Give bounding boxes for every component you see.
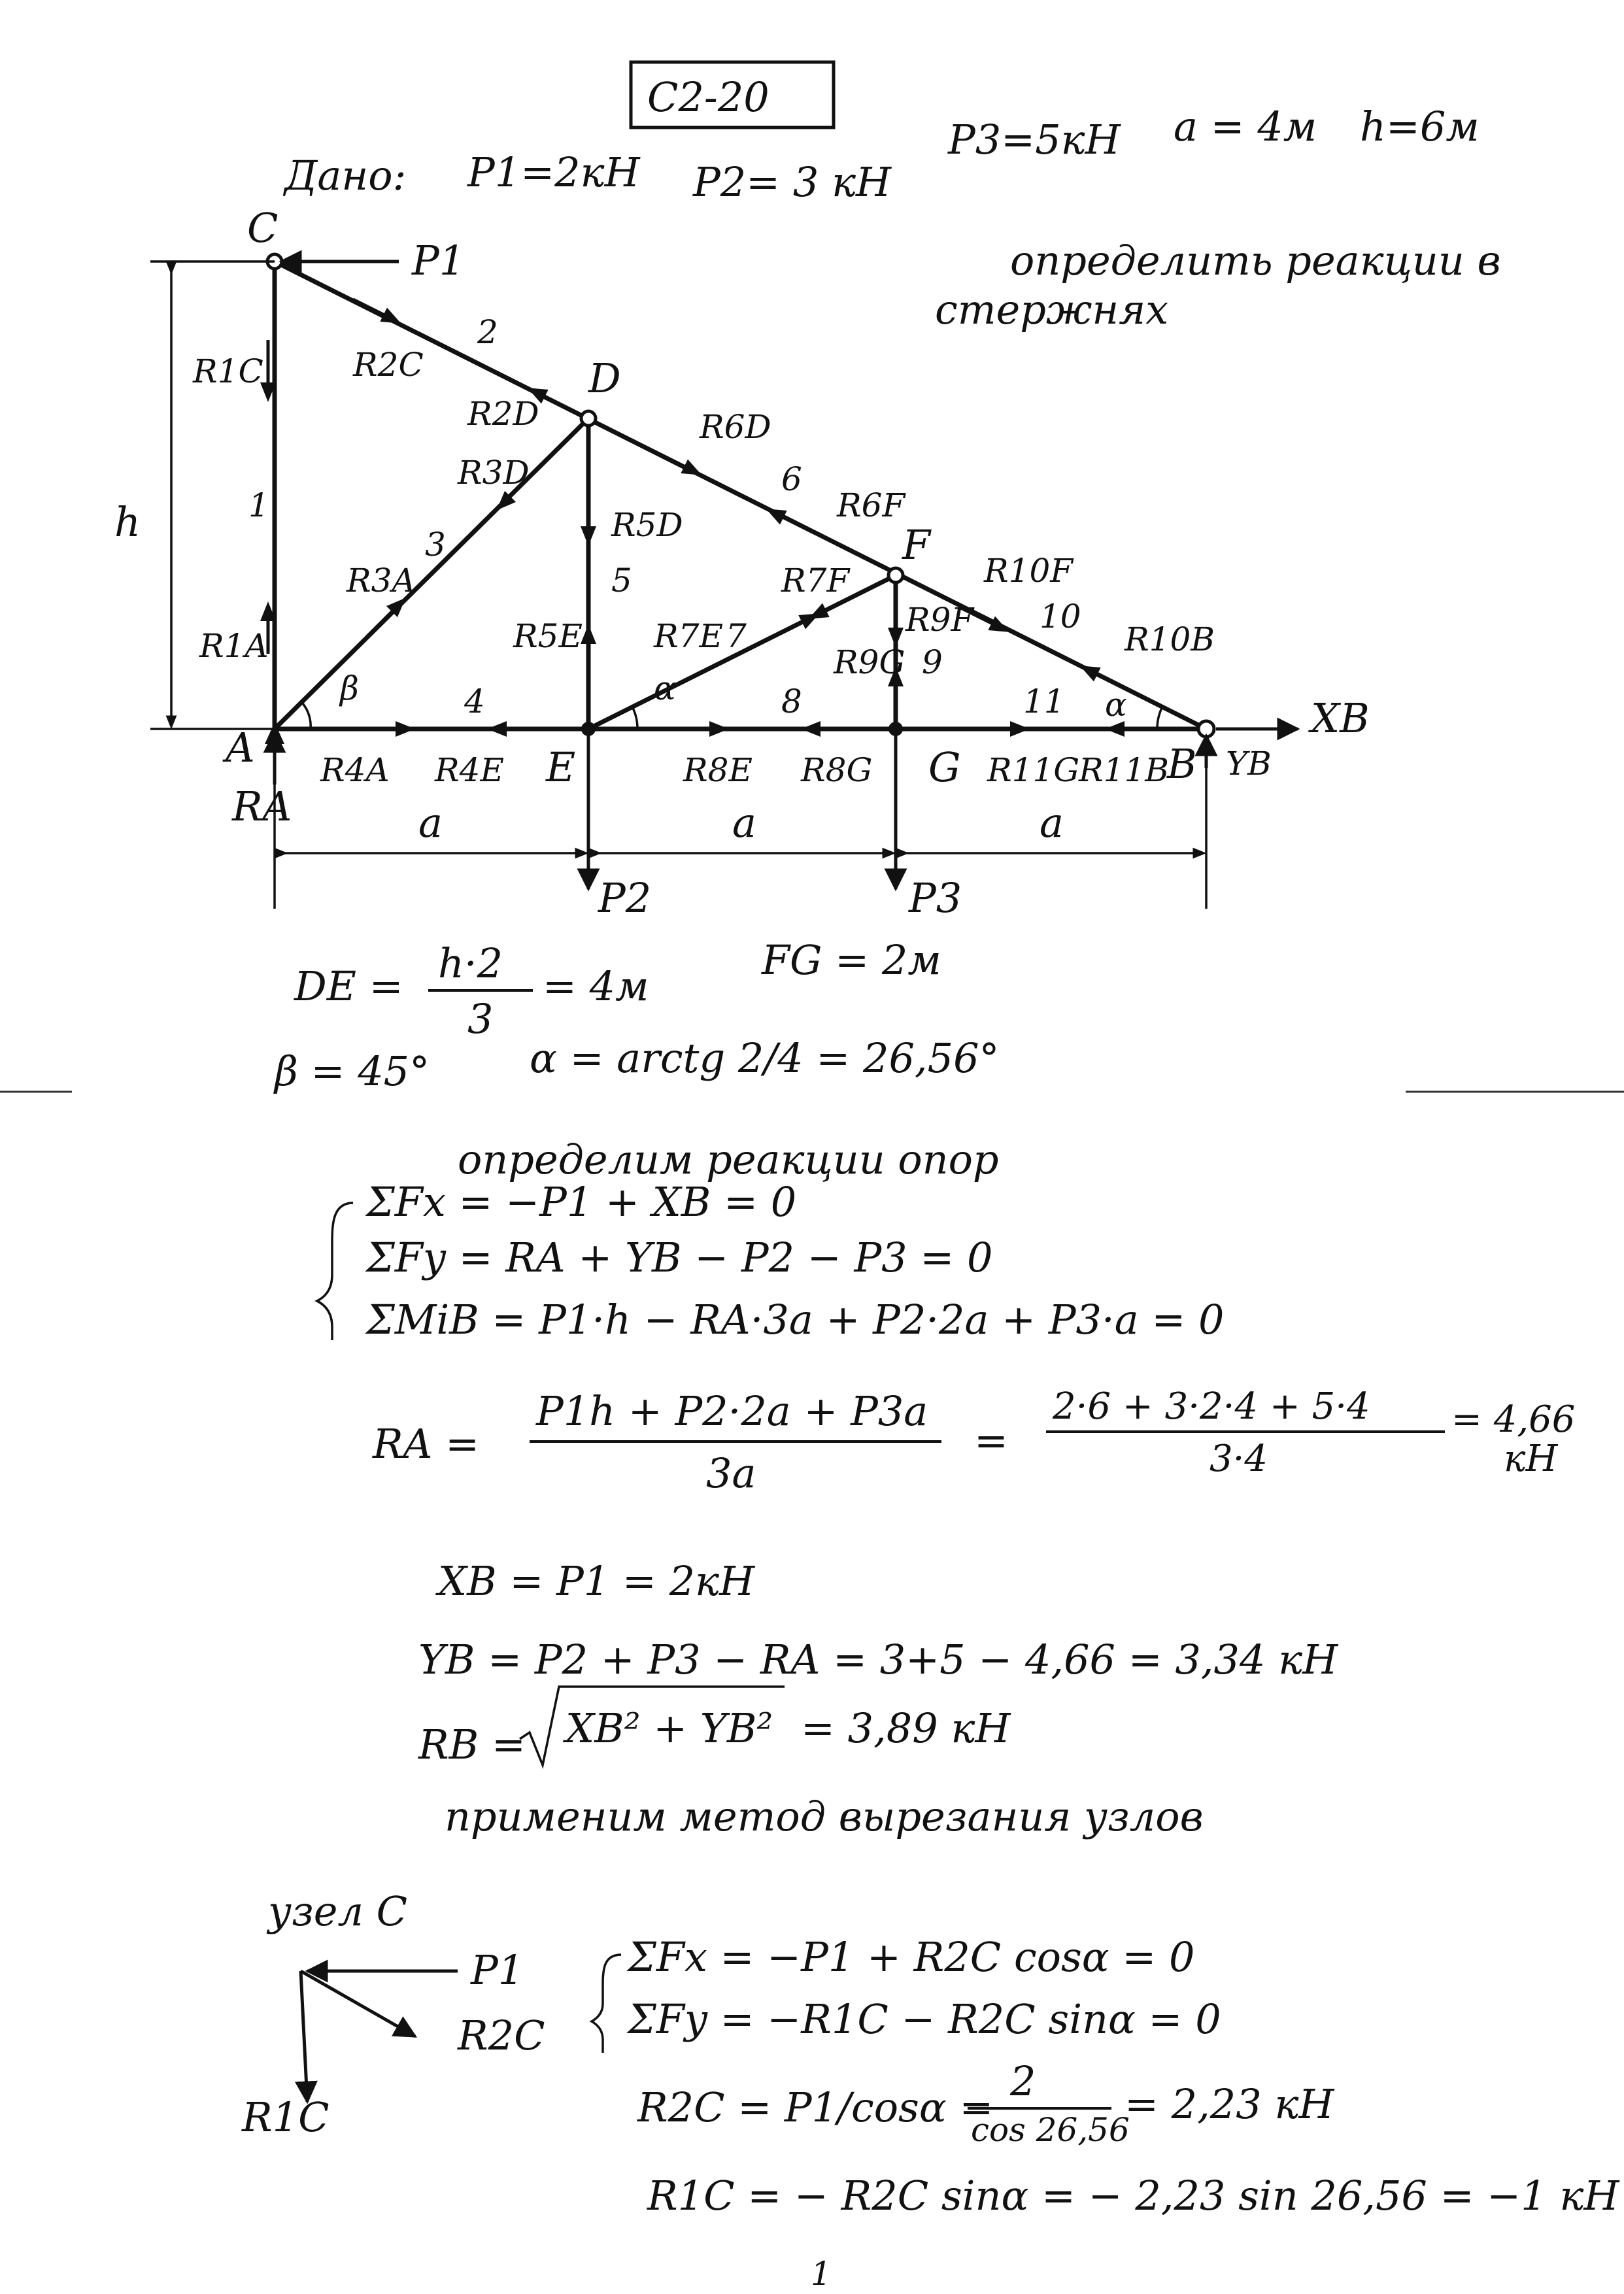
member-label-1: 1 [248,486,269,524]
arrow-r3a [366,605,399,637]
given-p2: P2= 3 кН [693,158,892,206]
node-label-d: D [588,354,621,402]
result-xb: XB = P1 = 2кН [438,1557,755,1605]
support-heading: определим реакции опор [458,1136,999,1183]
result-rb-value: = 3,89 кН [801,1704,1011,1752]
member-label-10: 10 [1040,598,1081,635]
arrow-r2d [536,392,575,412]
member-label-9: 9 [922,643,943,681]
r2c-denominator: cos 26,56 [971,2111,1130,2149]
given-p3: P3=5кН [948,116,1121,163]
r2c-value: = 2,23 кН [1125,2080,1334,2128]
fbd-r1c-arrow [301,1971,307,2102]
force-label-r5d: R5D [611,506,683,544]
force-label-r3d: R3D [458,454,530,492]
force-label-r9g: R9G [834,643,905,681]
force-label-r9f: R9F [905,601,974,639]
force-label-r6f: R6F [837,486,905,524]
force-label-r1c: R1C [193,352,263,390]
member-label-5: 5 [611,562,632,599]
ra-equals: = [974,1417,1008,1464]
result-yb: YB = P2 + P3 − RA = 3+5 − 4,66 = 3,34 кН [418,1636,1338,1683]
system-brace [317,1203,353,1340]
fbd-r2c-arrow [301,1971,415,2036]
arrow-r6d [654,451,693,471]
de-denominator: 3 [467,995,494,1043]
ra-numerator-numeric: 2·6 + 3·2·4 + 5·4 [1053,1385,1370,1428]
force-label-r11b: R11B [1079,751,1170,789]
angle-label-alpha-e: α [654,669,676,707]
force-label-r7e: R7E [654,617,723,655]
beta-value: β = 45° [275,1047,430,1095]
node-label-e: E [546,743,576,791]
angle-label-beta: β [340,669,359,707]
arrow-r6f [775,513,814,533]
member-label-4: 4 [464,683,485,720]
r1c-result: R1C = − R2C sinα = − 2,23 sin 26,56 = −1 кН [647,2172,1619,2219]
force-label-p2: P2 [598,874,652,922]
force-label-yb: YB [1226,745,1272,783]
node-b-pin [1198,721,1214,737]
given-p1: P1=2кН [467,148,640,196]
node-label-b: B [1167,740,1197,788]
result-rb-radicand: XB² + YB² [566,1704,773,1752]
force-label-r1a: R1A [199,627,269,665]
r2c-lhs: R2C = P1/cosα = [637,2083,994,2131]
force-label-r3a: R3A [347,562,416,599]
ra-lhs: RA = [373,1420,480,1468]
fg-length: FG = 2м [762,936,941,984]
force-label-xb: XB [1311,694,1370,742]
angle-label-alpha-b: α [1105,686,1127,724]
node-f-pin [888,568,903,582]
member-label-3: 3 [425,526,446,564]
de-numerator: h·2 [438,939,503,987]
given-a: a = 4м [1174,103,1317,150]
node-c-brace [592,1955,621,2053]
eq-sum-fy: ΣFy = RA + YB − P2 − P3 = 0 [366,1234,993,1281]
force-label-r4a: R4A [320,751,390,789]
dim-label-h: h [114,498,141,546]
result-rb-lhs: RB = [418,1721,526,1768]
arrow-r2c [353,299,392,319]
node-c-eq-fy: ΣFy = −R1C − R2C sinα = 0 [628,1995,1221,2043]
force-label-r2c: R2C [353,346,424,384]
force-label-r5e: R5E [513,617,583,655]
eq-sum-moment-b: ΣMiB = P1·h − RA·3a + P2·2a + P3·a = 0 [366,1296,1225,1343]
ra-unit: кН [1504,1438,1558,1480]
equilibrium-system [317,1178,1224,1343]
eq-sum-fx: ΣFx = −P1 + XB = 0 [366,1178,797,1226]
fbd-p1-label: P1 [471,1946,524,1994]
node-label-c: C [247,204,279,252]
diagram-labels [114,204,1370,922]
force-label-r11g: R11G [987,751,1080,789]
force-label-r8e: R8E [683,751,753,789]
force-label-p3: P3 [909,874,962,922]
force-label-r7f: R7F [781,562,850,599]
method-note: применим метод вырезания узлов [445,1793,1204,1840]
force-label-r8g: R8G [801,751,873,789]
alpha-arc-e [632,707,637,729]
node-label-f: F [902,521,931,569]
force-label-r4e: R4E [435,751,504,789]
task-line-2: стержнях [935,286,1169,333]
member-3 [275,418,588,729]
force-label-p1: P1 [412,237,465,284]
force-label-r6d: R6D [700,408,771,446]
node-label-g: G [928,743,961,791]
de-value: = 4м [543,962,649,1010]
member-label-6: 6 [781,460,802,498]
dim-label-a1: a [418,799,443,847]
given-block [282,103,1480,206]
alpha-value: α = arctg 2/4 = 26,56° [530,1034,1000,1082]
page-number: 1 [811,2255,832,2291]
force-label-r10f: R10F [984,552,1073,590]
node-c-section [241,1887,1620,2219]
alpha-arc-b [1157,707,1162,729]
member-label-7: 7 [726,617,747,655]
ra-denominator-numeric: 3·4 [1210,1438,1268,1480]
force-label-r2d: R2D [467,395,539,433]
task-line-1: определить реакции в [1010,237,1501,284]
given-h: h=6м [1360,103,1480,150]
node-c-eq-fx: ΣFx = −P1 + R2C cosα = 0 [628,1933,1195,1981]
de-label: DE = [294,962,403,1010]
arrow-r7e [771,618,811,637]
fbd-r2c-label: R2C [458,2012,545,2059]
force-label-r10b: R10B [1125,620,1215,658]
node-d-pin [581,411,596,426]
member-label-2: 2 [477,313,498,351]
dim-label-a3: a [1040,799,1064,847]
geometry-section [273,936,1000,1095]
dim-label-a2: a [732,799,756,847]
ra-formula [372,1385,1575,1497]
node-label-a: A [226,724,255,771]
beta-arc [303,703,311,729]
ra-denominator: 3a [706,1449,756,1497]
fbd-r1c-label: R1C [242,2093,330,2141]
title: C2-20 [647,73,770,121]
member-label-11: 11 [1023,683,1065,720]
member-label-8: 8 [781,683,802,720]
force-label-ra: RA [232,783,292,830]
given-label: Дано: [284,152,407,199]
results [418,1557,1339,1768]
node-c-heading: узел C [268,1887,408,1935]
ra-numerator: P1h + P2·2a + P3a [536,1387,928,1435]
r2c-numerator: 2 [1010,2057,1036,2105]
arrow-r7f [817,601,843,615]
ra-result: = 4,66 [1451,1398,1576,1441]
